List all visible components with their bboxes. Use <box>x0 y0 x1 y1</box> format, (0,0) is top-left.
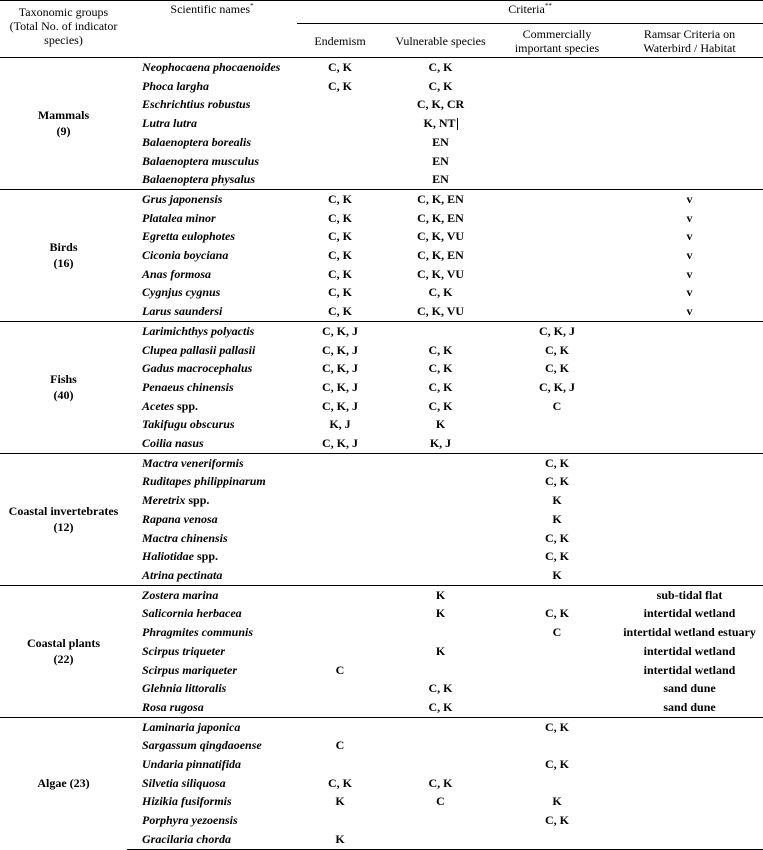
group-name: Coastal plants <box>26 636 100 651</box>
scientific-name <box>127 529 297 548</box>
commercial-cell <box>498 209 616 228</box>
commercial-cell: C, K <box>545 549 569 564</box>
table-row <box>0 58 763 77</box>
vulnerable-cell <box>383 830 498 849</box>
commercial-cell: K <box>552 511 562 526</box>
ramsar-cell <box>616 453 763 472</box>
commercial-cell: C, K <box>545 530 569 545</box>
vulnerable-cell: C, K <box>428 775 453 790</box>
header-endemism: Endemism <box>297 24 383 58</box>
taxonomic-group-cell <box>0 189 127 321</box>
scientific-name <box>127 133 297 152</box>
scientific-name <box>127 227 297 246</box>
ramsar-cell <box>616 529 763 548</box>
scientific-name-text: Eschrichtius robustus <box>142 97 251 112</box>
scientific-name-text: Salicornia herbacea <box>142 606 242 621</box>
scientific-name-text: Lutra lutra <box>142 116 198 131</box>
group-name: Birds <box>49 240 78 255</box>
scientific-name-text: Haliotidae <box>142 549 194 564</box>
scientific-name-text: Cygnjus cygnus <box>142 285 221 300</box>
scientific-name-text: Scirpus mariqueter <box>142 662 238 677</box>
endemism-cell <box>297 114 383 133</box>
vulnerable-cell <box>383 491 498 510</box>
vulnerable-cell: C, K, EN <box>383 189 498 208</box>
vulnerable-cell: K <box>435 417 446 432</box>
ramsar-cell: v <box>686 229 693 244</box>
scientific-name <box>127 302 297 321</box>
commercial-cell <box>498 698 616 717</box>
scientific-name-text: Clupea pallasii pallasii <box>142 342 256 357</box>
endemism-cell <box>297 642 383 661</box>
scientific-name-text: Porphyra yezoensis <box>142 813 238 828</box>
commercial-cell: C, K <box>545 813 569 828</box>
scientific-name-text: Rosa rugosa <box>142 699 204 714</box>
scientific-name <box>127 415 297 434</box>
scientific-name <box>127 472 297 491</box>
ramsar-cell: v <box>686 248 693 263</box>
scientific-name-text: Penaeus chinensis <box>142 379 234 394</box>
vulnerable-cell: C, K, EN <box>417 248 464 263</box>
scientific-name-text: Platalea minor <box>142 210 216 225</box>
vulnerable-cell: C <box>436 794 445 809</box>
scientific-name <box>127 114 297 133</box>
scientific-name-text: Phragmites communis <box>142 625 254 640</box>
commercial-cell <box>498 95 616 114</box>
scientific-name <box>127 717 297 736</box>
endemism-cell: C, K <box>328 775 352 790</box>
vulnerable-cell <box>383 472 498 491</box>
endemism-cell: C, K, J <box>322 398 358 413</box>
scientific-name-text: Larus saundersi <box>142 304 223 319</box>
scientific-name <box>127 679 297 698</box>
commercial-cell <box>498 152 616 171</box>
ramsar-cell <box>616 830 763 849</box>
ramsar-cell <box>616 58 763 77</box>
scientific-name <box>127 698 297 717</box>
scientific-name-text: Mactra veneriformis <box>142 455 244 470</box>
scientific-name-text: Hizikia fusiformis <box>142 794 232 809</box>
commercial-cell: C, K, J <box>539 379 575 394</box>
ramsar-cell <box>616 510 763 529</box>
commercial-cell <box>498 246 616 265</box>
ramsar-cell <box>616 472 763 491</box>
scientific-name-text: Takifugu obscurus <box>142 417 235 432</box>
endemism-cell: C <box>335 662 345 677</box>
scientific-name <box>127 661 297 680</box>
scientific-name-text: Laminaria japonica <box>142 719 241 734</box>
vulnerable-cell: K, J <box>429 436 452 451</box>
taxonomic-group-cell <box>0 453 127 585</box>
ramsar-cell <box>616 133 763 152</box>
endemism-cell: C, K <box>328 285 352 300</box>
commercial-cell: K <box>552 794 562 809</box>
vulnerable-cell <box>383 566 498 585</box>
ramsar-cell: v <box>686 285 693 300</box>
vulnerable-cell: C, K <box>428 379 453 394</box>
ramsar-cell <box>616 77 763 96</box>
endemism-cell: C, K <box>328 229 352 244</box>
endemism-cell: C, K <box>328 266 352 281</box>
endemism-cell: C <box>335 738 345 753</box>
commercial-cell <box>498 77 616 96</box>
vulnerable-cell <box>383 661 498 680</box>
group-count: (16) <box>53 256 74 271</box>
vulnerable-cell <box>383 623 498 642</box>
commercial-cell: C, K <box>545 361 569 376</box>
vulnerable-cell: C, K <box>428 681 453 696</box>
vulnerable-cell <box>383 453 498 472</box>
endemism-cell: C, K, J <box>322 379 358 394</box>
endemism-cell: C, K <box>328 248 352 263</box>
scientific-name-text: Gracilaria chorda <box>142 831 232 846</box>
ramsar-cell: v <box>686 304 693 319</box>
ramsar-cell <box>616 95 763 114</box>
ramsar-cell <box>616 792 763 811</box>
scientific-name-text: Meretrix <box>142 493 186 508</box>
scientific-name <box>127 755 297 774</box>
scientific-name <box>127 566 297 585</box>
scientific-name-text: Coilia nasus <box>142 436 204 451</box>
group-count: (22) <box>53 652 74 667</box>
commercial-cell: C <box>552 625 562 640</box>
ramsar-cell: intertidal wetland estuary <box>623 625 756 640</box>
endemism-cell: K <box>297 830 383 849</box>
commercial-cell: C, K <box>545 606 569 621</box>
ramsar-cell: intertidal wetland <box>643 606 736 621</box>
endemism-cell <box>297 529 383 548</box>
vulnerable-cell: EN <box>432 153 449 168</box>
scientific-name <box>127 265 297 284</box>
endemism-cell <box>297 95 383 114</box>
ramsar-cell: intertidal wetland <box>643 643 736 658</box>
ramsar-cell <box>616 811 763 830</box>
vulnerable-cell <box>383 717 498 736</box>
scientific-name-text: Gadus macrocephalus <box>142 361 253 376</box>
taxonomic-group-cell <box>0 58 127 190</box>
endemism-cell: C, K, J <box>322 436 358 451</box>
vulnerable-cell: C, K, EN <box>417 210 464 225</box>
table-row <box>0 321 763 340</box>
scientific-name-text: Undaria pinnatifida <box>142 757 242 772</box>
commercial-cell <box>498 774 616 793</box>
scientific-name <box>127 170 297 189</box>
vulnerable-cell <box>383 529 498 548</box>
endemism-cell <box>297 491 383 510</box>
scientific-name <box>127 189 297 208</box>
scientific-name <box>127 830 297 849</box>
taxonomic-group-cell <box>0 717 127 849</box>
vulnerable-cell: C, K <box>428 285 453 300</box>
scientific-name <box>127 152 297 171</box>
commercial-cell <box>498 434 616 453</box>
header-ramsar-criteria: Ramsar Criteria on Waterbird / Habitat <box>616 24 763 58</box>
endemism-cell <box>297 547 383 566</box>
ramsar-cell: sub-tidal flat <box>616 585 763 604</box>
endemism-cell <box>297 170 383 189</box>
scientific-name-text: Sargassum qingdaoense <box>142 738 262 753</box>
vulnerable-cell: K, NT <box>423 116 456 131</box>
scientific-name <box>127 321 297 340</box>
table-row <box>0 717 763 736</box>
commercial-cell: C, K <box>545 342 569 357</box>
table-body <box>0 58 763 850</box>
scientific-name-text: Ciconia boyciana <box>142 248 229 263</box>
endemism-cell: C, K, J <box>322 361 358 376</box>
commercial-cell <box>498 114 616 133</box>
scientific-name <box>127 283 297 302</box>
ramsar-cell <box>616 755 763 774</box>
endemism-cell: C, K, J <box>322 342 358 357</box>
scientific-name <box>127 77 297 96</box>
scientific-name-text: Atrina pectinata <box>142 567 223 582</box>
vulnerable-cell: K <box>383 585 498 604</box>
commercial-cell: C, K <box>545 757 569 772</box>
ramsar-cell <box>616 114 763 133</box>
scientific-name-text: Grus japonensis <box>142 191 223 206</box>
species-plural-suffix: spp. <box>194 549 219 564</box>
species-plural-suffix: spp. <box>174 398 199 413</box>
scientific-name <box>127 453 297 472</box>
scientific-name <box>127 491 297 510</box>
commercial-cell <box>498 133 616 152</box>
ramsar-cell <box>616 491 763 510</box>
ramsar-cell <box>616 736 763 755</box>
scientific-name-text: Balaenoptera borealis <box>142 134 252 149</box>
commercial-cell <box>498 642 616 661</box>
ramsar-cell: v <box>616 189 763 208</box>
ramsar-cell: sand dune <box>663 681 716 696</box>
endemism-cell <box>297 679 383 698</box>
commercial-cell <box>498 170 616 189</box>
group-name: Coastal invertebrates <box>8 504 119 519</box>
endemism-cell: C, K, J <box>297 321 383 340</box>
ramsar-cell <box>616 434 763 453</box>
table-row <box>0 453 763 472</box>
header-commercial-species: Commercially important species <box>498 24 616 58</box>
endemism-cell <box>297 453 383 472</box>
commercial-cell <box>498 283 616 302</box>
scientific-name <box>127 774 297 793</box>
scientific-name-text: Phoca largha <box>142 78 210 93</box>
ramsar-cell <box>616 170 763 189</box>
vulnerable-cell <box>383 755 498 774</box>
vulnerable-cell: C, K, CR <box>416 97 465 112</box>
vulnerable-cell: C, K, VU <box>416 304 465 319</box>
scientific-name <box>127 792 297 811</box>
endemism-cell: C, K <box>328 78 352 93</box>
taxonomic-group-cell <box>0 321 127 453</box>
scientific-name-text: Glehnia littoralis <box>142 681 227 696</box>
scientific-name <box>127 736 297 755</box>
vulnerable-cell: C, K <box>428 342 453 357</box>
vulnerable-cell: K <box>435 643 446 658</box>
scientific-name <box>127 397 297 416</box>
commercial-cell: K <box>552 493 562 508</box>
scientific-name <box>127 209 297 228</box>
endemism-cell: C, K <box>328 210 352 225</box>
ramsar-cell <box>616 774 763 793</box>
vulnerable-cell: C, K <box>428 60 453 74</box>
ramsar-cell: intertidal wetland <box>643 662 736 677</box>
scientific-name <box>127 246 297 265</box>
scientific-name <box>127 547 297 566</box>
group-name: Algae (23) <box>37 776 90 791</box>
endemism-cell <box>297 755 383 774</box>
commercial-cell: C, K <box>545 474 569 489</box>
vulnerable-cell: EN <box>432 172 449 187</box>
commercial-cell <box>498 189 616 208</box>
scientific-name <box>127 95 297 114</box>
ramsar-cell: v <box>686 210 693 225</box>
endemism-cell <box>297 623 383 642</box>
scientific-name-text: Anas formosa <box>142 266 212 281</box>
vulnerable-cell: K <box>435 606 446 621</box>
table-row <box>0 189 763 208</box>
group-name: Mammals <box>37 108 90 123</box>
table-row <box>0 585 763 604</box>
endemism-cell <box>297 585 383 604</box>
scientific-name <box>127 58 297 77</box>
commercial-cell: C <box>552 398 562 413</box>
commercial-cell <box>498 58 616 77</box>
ramsar-cell <box>616 415 763 434</box>
scientific-name <box>127 604 297 623</box>
scientific-name-text: Silvetia siliquosa <box>142 775 226 790</box>
endemism-cell: K <box>335 794 345 809</box>
endemism-cell: K, J <box>329 417 351 432</box>
vulnerable-cell: C, K, VU <box>416 266 465 281</box>
text-cursor <box>457 118 458 130</box>
ramsar-cell <box>616 321 763 340</box>
species-plural-suffix: spp. <box>185 493 210 508</box>
vulnerable-cell <box>383 736 498 755</box>
commercial-cell <box>498 679 616 698</box>
endemism-cell <box>297 152 383 171</box>
ramsar-cell <box>616 717 763 736</box>
vulnerable-cell <box>383 510 498 529</box>
vulnerable-cell: C, K <box>428 78 453 93</box>
header-taxonomic-groups: Taxonomic groups (Total No. of indicator species) <box>0 1 127 58</box>
group-count: (12) <box>53 520 74 535</box>
ramsar-cell <box>616 397 763 416</box>
scientific-name-text: Neophocaena phocaenoides <box>142 60 281 74</box>
scientific-name-text: Balaenoptera musculus <box>142 153 260 168</box>
endemism-cell <box>297 510 383 529</box>
ramsar-cell <box>616 152 763 171</box>
endemism-cell <box>297 472 383 491</box>
ramsar-cell <box>616 341 763 360</box>
ramsar-cell <box>616 566 763 585</box>
endemism-cell <box>297 717 383 736</box>
scientific-name-text: Acetes <box>142 398 174 413</box>
ramsar-cell: sand dune <box>663 699 716 714</box>
commercial-cell: C, K <box>498 717 616 736</box>
scientific-name <box>127 378 297 397</box>
ramsar-cell <box>616 378 763 397</box>
scientific-name-text: Rapana venosa <box>142 511 218 526</box>
scientific-name <box>127 642 297 661</box>
ramsar-cell <box>616 547 763 566</box>
vulnerable-cell: C, K <box>428 361 453 376</box>
commercial-cell <box>498 415 616 434</box>
ramsar-cell: v <box>686 266 693 281</box>
vulnerable-cell <box>383 547 498 566</box>
scientific-name <box>127 359 297 378</box>
header-criteria: Criteria** <box>297 1 763 24</box>
endemism-cell: C, K <box>328 60 352 74</box>
vulnerable-cell <box>383 811 498 830</box>
header-vulnerable-species: Vulnerable species <box>383 24 498 58</box>
scientific-name <box>127 585 297 604</box>
scientific-name <box>127 434 297 453</box>
scientific-name-text: Mactra chinensis <box>142 530 228 545</box>
endemism-cell: C, K <box>328 304 352 319</box>
scientific-name <box>127 510 297 529</box>
group-count: (40) <box>53 388 74 403</box>
scientific-name-text: Scirpus triqueter <box>142 643 226 658</box>
scientific-name-text: Zostera marina <box>142 587 219 602</box>
endemism-cell <box>297 566 383 585</box>
endemism-cell <box>297 698 383 717</box>
vulnerable-cell: C, K, VU <box>416 229 465 244</box>
scientific-name-text: Balaenoptera physalus <box>142 172 256 187</box>
vulnerable-cell: EN <box>432 134 449 149</box>
scientific-name <box>127 623 297 642</box>
commercial-cell <box>498 736 616 755</box>
header-scientific-names: Scientific names* <box>127 1 297 58</box>
endemism-cell <box>297 604 383 623</box>
vulnerable-cell <box>383 321 498 340</box>
endemism-cell <box>297 133 383 152</box>
scientific-name-text: Ruditapes philippinarum <box>142 474 266 489</box>
taxonomic-group-cell <box>0 585 127 717</box>
commercial-cell <box>498 661 616 680</box>
commercial-cell <box>498 227 616 246</box>
commercial-cell <box>498 265 616 284</box>
endemism-cell <box>297 811 383 830</box>
scientific-name <box>127 341 297 360</box>
vulnerable-cell: C, K <box>428 398 453 413</box>
commercial-cell: K <box>552 567 562 582</box>
commercial-cell: C, K, J <box>498 321 616 340</box>
vulnerable-cell: C, K <box>428 699 453 714</box>
scientific-name-text: Larimichthys polyactis <box>142 323 255 338</box>
ramsar-cell <box>616 359 763 378</box>
group-count: (9) <box>56 124 71 139</box>
commercial-cell: C, K <box>498 453 616 472</box>
commercial-cell <box>498 830 616 849</box>
scientific-name-text: Egretta eulophotes <box>142 229 236 244</box>
commercial-cell <box>498 585 616 604</box>
scientific-name <box>127 811 297 830</box>
group-name: Fishs <box>50 372 77 387</box>
commercial-cell <box>498 302 616 321</box>
endemism-cell: C, K <box>297 189 383 208</box>
